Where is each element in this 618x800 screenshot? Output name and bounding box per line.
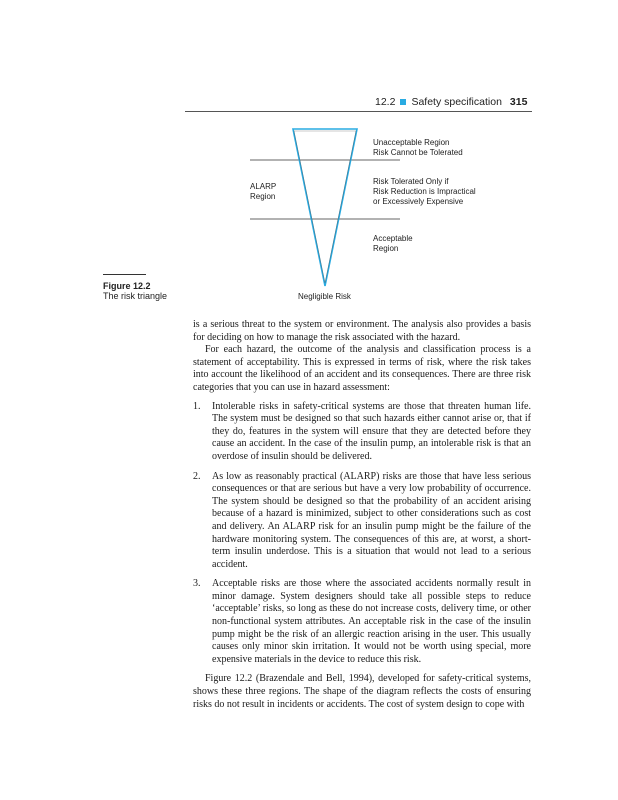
tolerated-label-line1: Risk Tolerated Only if	[373, 177, 449, 186]
list-item	[193, 578, 531, 666]
unacceptable-label-line1: Unacceptable Region	[373, 138, 450, 147]
acceptable-label-line1: Acceptable	[373, 234, 413, 243]
list-item-number: 1.	[193, 400, 201, 412]
unacceptable-region-label	[373, 138, 463, 158]
paragraph-2: For each hazard, the outcome of the analysis and classification process is a statement of acceptability. This is expressed in terms of risk, where the risk takes into account the likelihood of an accident and its consequences. There are three risk categories that you can use in hazard assessment:	[193, 344, 531, 393]
tolerated-label-line3: or Excessively Expensive	[373, 197, 464, 206]
risk-category-list	[193, 401, 531, 667]
alarp-region-label	[250, 182, 276, 202]
tolerated-label-line2: Risk Reduction is Impractical	[373, 187, 476, 196]
page-number: 315	[509, 96, 528, 108]
section-number: 12.2	[375, 96, 396, 108]
figure-caption-title: Figure 12.2	[103, 281, 151, 291]
risk-triangle	[293, 129, 357, 286]
list-item-number: 3.	[193, 578, 201, 590]
list-item-text: Intolerable risks in safety-critical systems are those that threaten human life. The system must be designed so that such hazards either cannot arise or, that if they do, features in the system will ensure that they are detected before they cause an accident. In the case of the insulin pump, an intolerable risk is that an overdose of insulin should be delivered.	[212, 400, 531, 462]
running-header	[375, 96, 535, 108]
acceptable-region-label	[373, 234, 413, 254]
negligible-risk-label: Negligible Risk	[298, 292, 351, 301]
risk-triangle-shadow	[294, 131, 356, 283]
list-item	[193, 401, 531, 464]
paragraph-3: Figure 12.2 (Brazendale and Bell, 1994), developed for safety-critical systems, shows these three regions. The shape of the diagram reflects the costs of ensuring risks do not result in incidents or accidents. The cost of system design to cope with	[193, 673, 531, 710]
acceptable-label-line2: Region	[373, 244, 399, 253]
alarp-label-line1: ALARP	[250, 182, 277, 191]
tolerated-region-label	[373, 177, 476, 207]
caption-rule	[103, 274, 146, 275]
list-item-text: Acceptable risks are those where the associated accidents normally result in minor damage. System designers should take all possible steps to reduce ‘acceptable’ risks, so long as these do not increase costs, delivery time, or other non-functional system attributes. An acceptable risk in the case of the insulin pump might be the risk of an allergic reaction arising in the user. This usually causes only minor skin irritation. It would not be worth using special, more expensive materials in the device to reduce this risk.	[212, 578, 531, 665]
alarp-label-line2: Region	[250, 192, 276, 201]
list-item	[193, 471, 531, 572]
paragraph-1: is a serious threat to the system or environment. The analysis also provides a basis for deciding on how to manage the risk associated with the hazard.	[193, 319, 531, 343]
section-title: Safety specification	[411, 96, 502, 108]
unacceptable-label-line2: Risk Cannot be Tolerated	[373, 148, 463, 157]
list-item-text: As low as reasonably practical (ALARP) risks are those that have less serious consequences or that are serious but have a very low probability of occurrence. The system should be designed so that the probability of an accident arising because of a hazard is minimized, subject to other considerations such as cost and delivery. An ALARP risk for an insulin pump might be the failure of the hardware monitoring system. The consequences of this are, at worst, a short-term insulin underdose. This is a situation that would not lead to a serious accident.	[212, 470, 531, 570]
figure-caption-text: The risk triangle	[103, 291, 168, 301]
body-text	[193, 319, 531, 711]
header-rule	[185, 111, 532, 112]
list-item-number: 2.	[193, 470, 201, 482]
header-square-icon	[400, 99, 406, 105]
